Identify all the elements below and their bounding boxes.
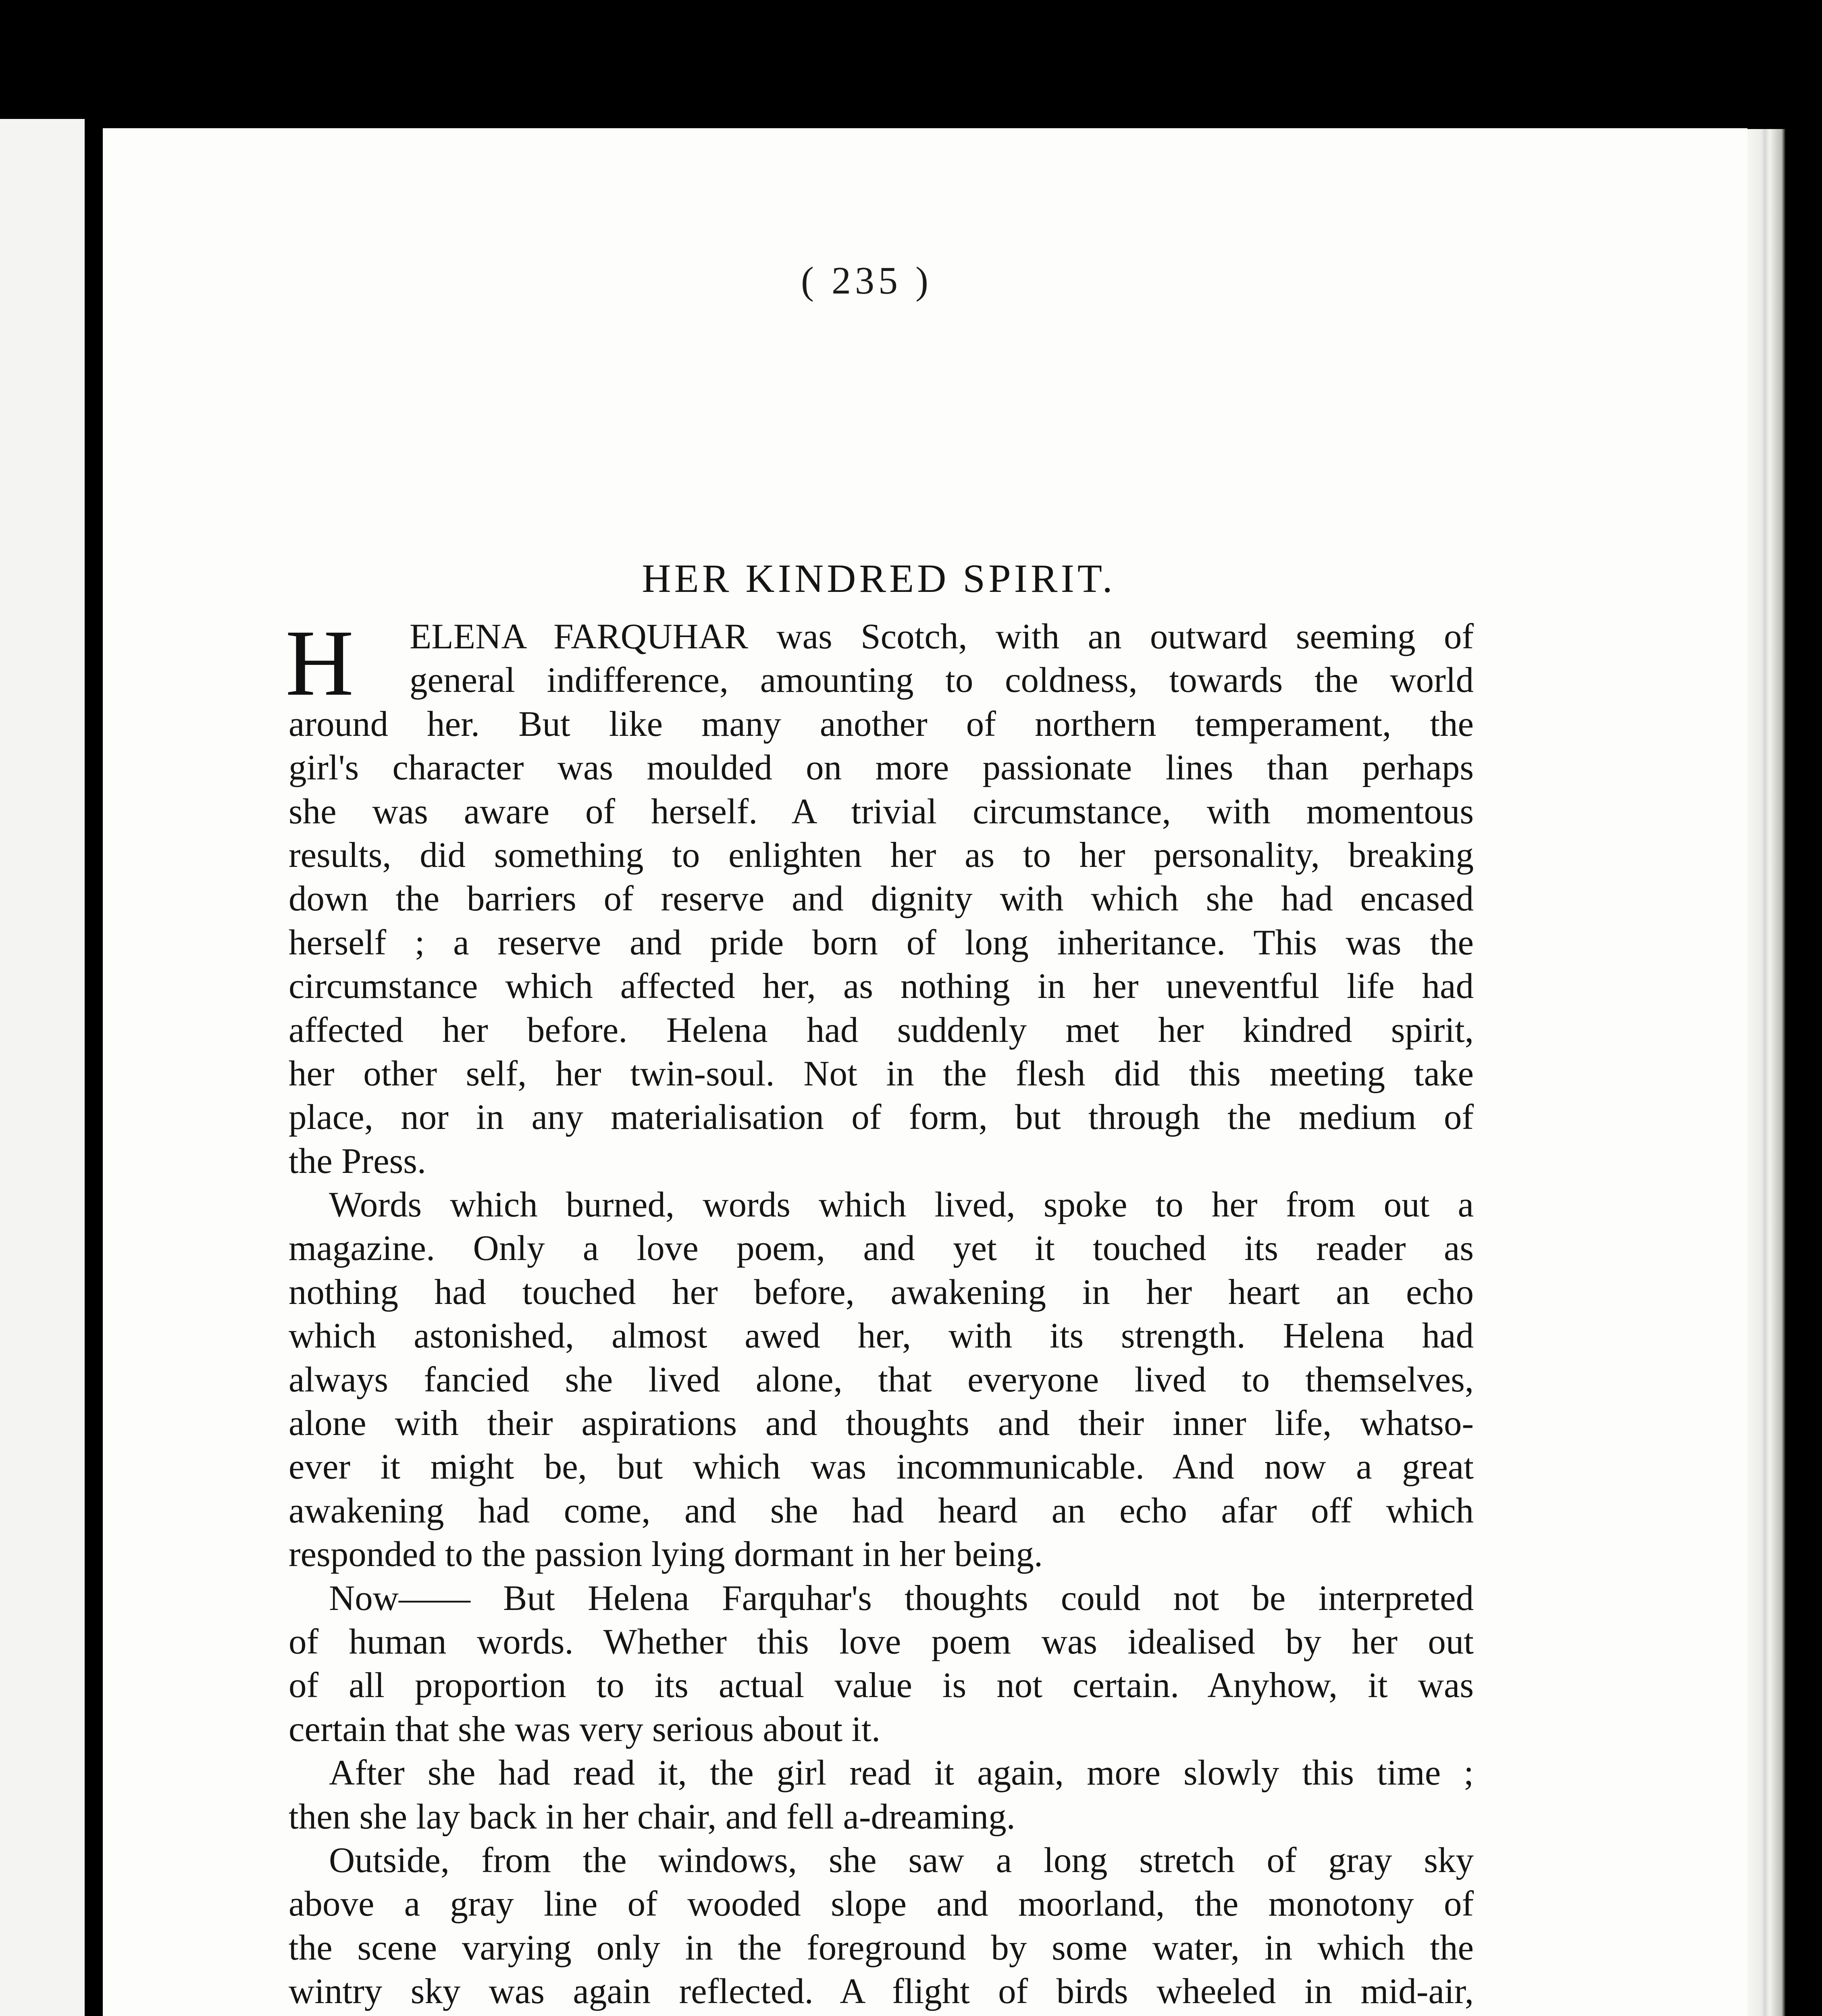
- text-line: Now—— But Helena Farquhar's thoughts could not be interpreted: [329, 1578, 1474, 1618]
- text-line: then she lay back in her chair, and fell a-dreaming.: [289, 1797, 1015, 1837]
- text-line: alone with their aspirations and thoughts and their inner life, whatso-: [289, 1404, 1474, 1443]
- text-line: the scene varying only in the foreground by some water, in which the: [289, 1928, 1474, 1968]
- story-title: HER KINDRED SPIRIT.: [642, 556, 1116, 601]
- text-line: After she had read it, the girl read it again, more slowly this time ;: [329, 1753, 1474, 1793]
- text-line: circumstance which affected her, as nothing in her uneventful life had: [289, 966, 1474, 1006]
- text-line: [289, 2014, 1474, 2016]
- text-line: above a gray line of wooded slope and moorland, the monotony of: [289, 1884, 1474, 1924]
- page-number: ( 235 ): [801, 259, 932, 302]
- text-line: certain that she was very serious about it.: [289, 1709, 881, 1749]
- text-line: herself ; a reserve and pride born of long inheritance. This was the: [289, 923, 1474, 962]
- text-line: girl's character was moulded on more passionate lines than perhaps: [289, 748, 1474, 788]
- text-line: down the barriers of reserve and dignity with which she had encased: [289, 879, 1474, 919]
- text-line: awakening had come, and she had heard an echo afar off which: [289, 1491, 1474, 1531]
- text-line: of human words. Whether this love poem was idealised by her out: [289, 1622, 1474, 1662]
- text-line: she was aware of herself. A trivial circumstance, with momentous: [289, 791, 1474, 831]
- text-line: Outside, from the windows, she saw a long stretch of gray sky: [329, 1840, 1474, 1880]
- text-line: results, did something to enlighten her as to her personality, breaking: [289, 835, 1474, 875]
- text-line: of all proportion to its actual value is not certain. Anyhow, it was: [289, 1666, 1474, 1706]
- text-line: place, nor in any materialisation of form, but through the medium of: [289, 1098, 1474, 1137]
- text-line: nothing had touched her before, awakening in her heart an echo: [289, 1272, 1474, 1312]
- text-line: the Press.: [289, 1141, 426, 1181]
- text-line: responded to the passion lying dormant in her being.: [289, 1535, 1043, 1574]
- text-line: magazine. Only a love poem, and yet it touched its reader as: [289, 1229, 1474, 1268]
- left-page-edge: [0, 119, 85, 2016]
- text-line: ELENA FARQUHAR was Scotch, with an outward seeming of: [410, 617, 1474, 656]
- drop-cap: H: [285, 610, 354, 715]
- text-line: ever it might be, but which was incommunicable. And now a great: [289, 1447, 1474, 1487]
- text-line: general indifference, amounting to coldness, towards the world: [410, 660, 1474, 700]
- text-line: always fancied she lived alone, that everyone lived to themselves,: [289, 1360, 1474, 1400]
- story-body: [285, 610, 1474, 2016]
- text-line: Words which burned, words which lived, spoke to her from out a: [329, 1185, 1474, 1225]
- text-line: her other self, her twin-soul. Not in the flesh did this meeting take: [289, 1054, 1474, 1093]
- text-line: which astonished, almost awed her, with its strength. Helena had: [289, 1316, 1474, 1356]
- text-line: affected her before. Helena had suddenly met her kindred spirit,: [289, 1010, 1474, 1050]
- text-line: around her. But like many another of northern temperament, the: [289, 704, 1474, 744]
- text-line: wintry sky was again reflected. A flight of birds wheeled in mid-air,: [289, 1972, 1474, 2012]
